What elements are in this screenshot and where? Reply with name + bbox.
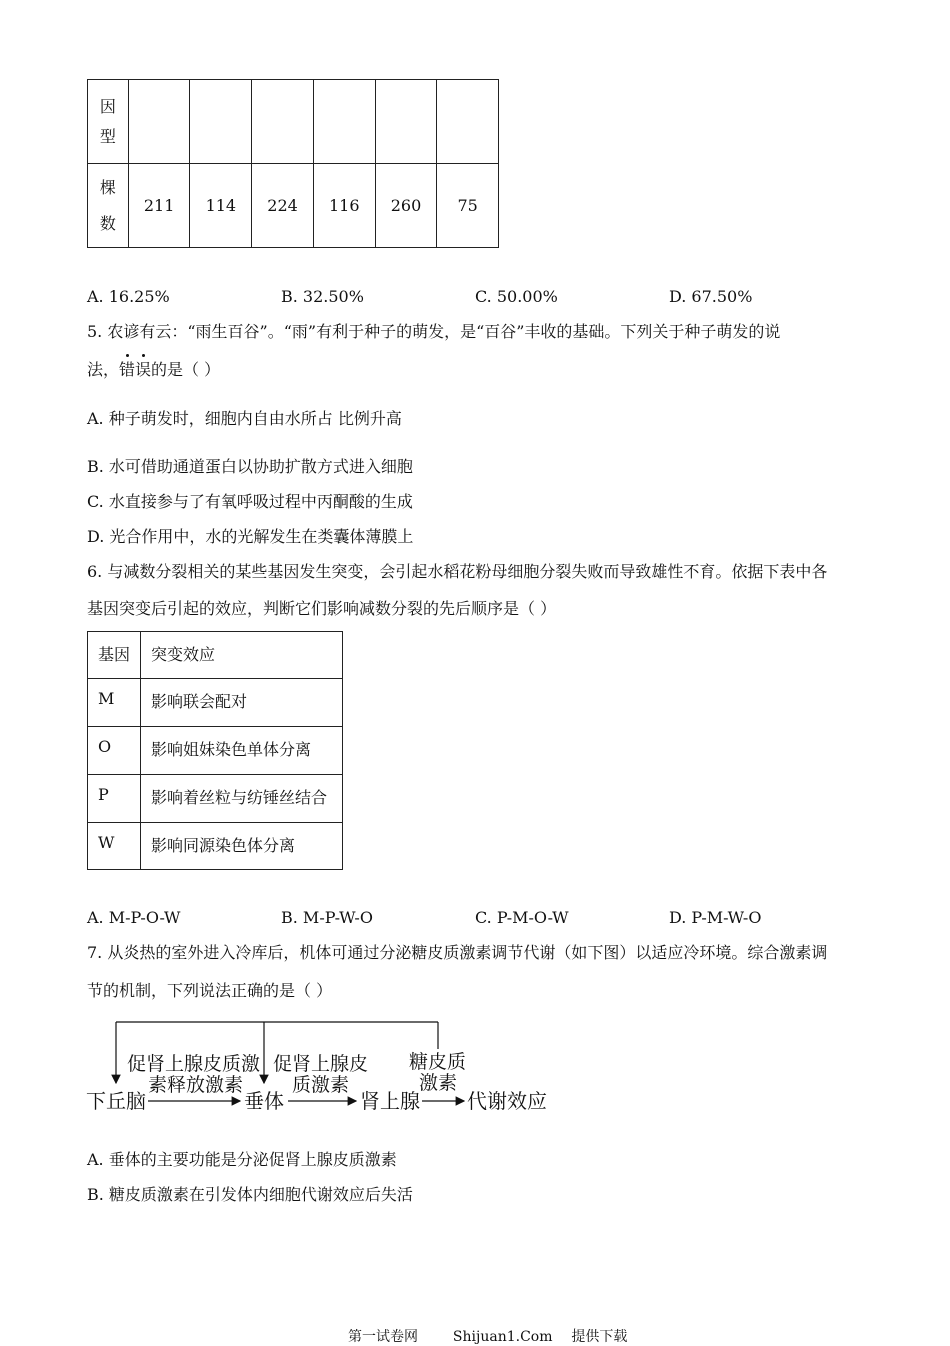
table-cell: 116 [313, 164, 375, 248]
q5-stem-line1: 5. 农谚有云：“雨生百谷”。“雨”有利于种子的萌发，是“百谷”丰收的基础。下列关于种子萌发的说 [87, 322, 781, 341]
q4-option-c[interactable]: C. 50.00% [475, 287, 558, 306]
q6-stem-line1: 6. 与减数分裂相关的某些基因发生突变，会引起水稻花粉母细胞分裂失败而导致雄性不育。依据下表中各 [87, 562, 828, 581]
q7-option-a[interactable]: A. 垂体的主要功能是分泌促肾上腺皮质激素 [87, 1150, 397, 1169]
table-cell [252, 80, 314, 164]
q7-stem-line2: 节的机制，下列说法正确的是（ ） [87, 981, 333, 1000]
node-pituitary: 垂体 [244, 1089, 284, 1113]
table-cell [375, 80, 437, 164]
q6-option-b[interactable]: B. M-P-W-O [281, 908, 373, 927]
footer [348, 1326, 627, 1346]
q6-option-d[interactable]: D. P-M-W-O [669, 908, 762, 927]
table-cell-effect: 影响姐妹染色单体分离 [141, 727, 343, 775]
q5-option-d[interactable]: D. 光合作用中，水的光解发生在类囊体薄膜上 [87, 527, 414, 546]
q6-option-a[interactable]: A. M-P-O-W [87, 908, 181, 927]
row-label-char: 数 [99, 213, 116, 233]
table-row-label-genotype [88, 80, 129, 164]
table-cell [190, 80, 252, 164]
q5-stem-suffix: 的是（ ） [151, 360, 221, 379]
table-cell-gene: M [88, 679, 141, 727]
table-cell: 75 [437, 164, 499, 248]
q5-stem-line2 [87, 360, 220, 380]
footer-site-cn: 第一试卷网 [348, 1329, 418, 1345]
label-acth-top: 促肾上腺皮 [273, 1053, 369, 1075]
q4-option-b[interactable]: B. 32.50% [281, 287, 364, 306]
table-cell-gene: P [88, 775, 141, 823]
table-row-label-count [88, 164, 129, 248]
table-cell [128, 80, 190, 164]
hormone-regulation-diagram [80, 1015, 560, 1120]
row-label-char: 因 [99, 96, 116, 116]
table-cell-effect: 影响着丝粒与纺锤丝结合 [141, 775, 343, 823]
table-header-effect: 突变效应 [141, 632, 343, 679]
row-label-char: 型 [99, 126, 116, 146]
node-adrenal: 肾上腺 [360, 1089, 420, 1113]
table-cell-gene: W [88, 823, 141, 870]
q4-option-d[interactable]: D. 67.50% [669, 287, 753, 306]
genotype-count-table [87, 79, 499, 248]
table-cell [313, 80, 375, 164]
table-cell [437, 80, 499, 164]
q7-stem-line1: 7. 从炎热的室外进入冷库后，机体可通过分泌糖皮质激素调节代谢（如下图）以适应冷环境。综合激素调 [87, 943, 828, 962]
table-cell: 260 [375, 164, 437, 248]
label-gc-bottom: 激素 [419, 1072, 458, 1094]
label-gc-top: 糖皮质 [409, 1051, 467, 1073]
table-cell: 224 [252, 164, 314, 248]
label-crh-top: 促肾上腺皮质激 [127, 1053, 261, 1075]
q5-option-c[interactable]: C. 水直接参与了有氧呼吸过程中丙酮酸的生成 [87, 492, 413, 511]
label-crh-bottom: 素释放激素 [148, 1074, 244, 1096]
node-metabolic-effect: 代谢效应 [467, 1089, 547, 1113]
footer-site-en[interactable]: Shijuan1.Com [452, 1329, 553, 1345]
label-acth-bottom: 质激素 [292, 1074, 350, 1096]
table-cell: 114 [190, 164, 252, 248]
q5-option-a[interactable]: A. 种子萌发时，细胞内自由水所占 比例升高 [87, 409, 402, 428]
row-label-char: 棵 [99, 177, 116, 197]
gene-effect-table [87, 631, 343, 870]
table-header-gene: 基因 [88, 632, 141, 679]
q7-option-b[interactable]: B. 糖皮质激素在引发体内细胞代谢效应后失活 [87, 1185, 413, 1204]
q6-option-c[interactable]: C. P-M-O-W [475, 908, 569, 927]
table-cell-effect: 影响同源染色体分离 [141, 823, 343, 870]
table-cell-gene: O [88, 727, 141, 775]
q5-stem-prefix: 法， [87, 360, 120, 379]
node-hypothalamus: 下丘脑 [86, 1089, 146, 1113]
footer-provide: 提供下载 [571, 1329, 628, 1345]
emphasis-char: 错 [119, 360, 136, 379]
q5-option-b[interactable]: B. 水可借助通道蛋白以协助扩散方式进入细胞 [87, 457, 413, 476]
table-cell: 211 [128, 164, 190, 248]
q6-stem-line2: 基因突变后引起的效应，判断它们影响减数分裂的先后顺序是（ ） [87, 599, 557, 618]
emphasis-char: 误 [135, 360, 152, 379]
q4-option-a[interactable]: A. 16.25% [87, 287, 170, 306]
table-cell-effect: 影响联会配对 [141, 679, 343, 727]
